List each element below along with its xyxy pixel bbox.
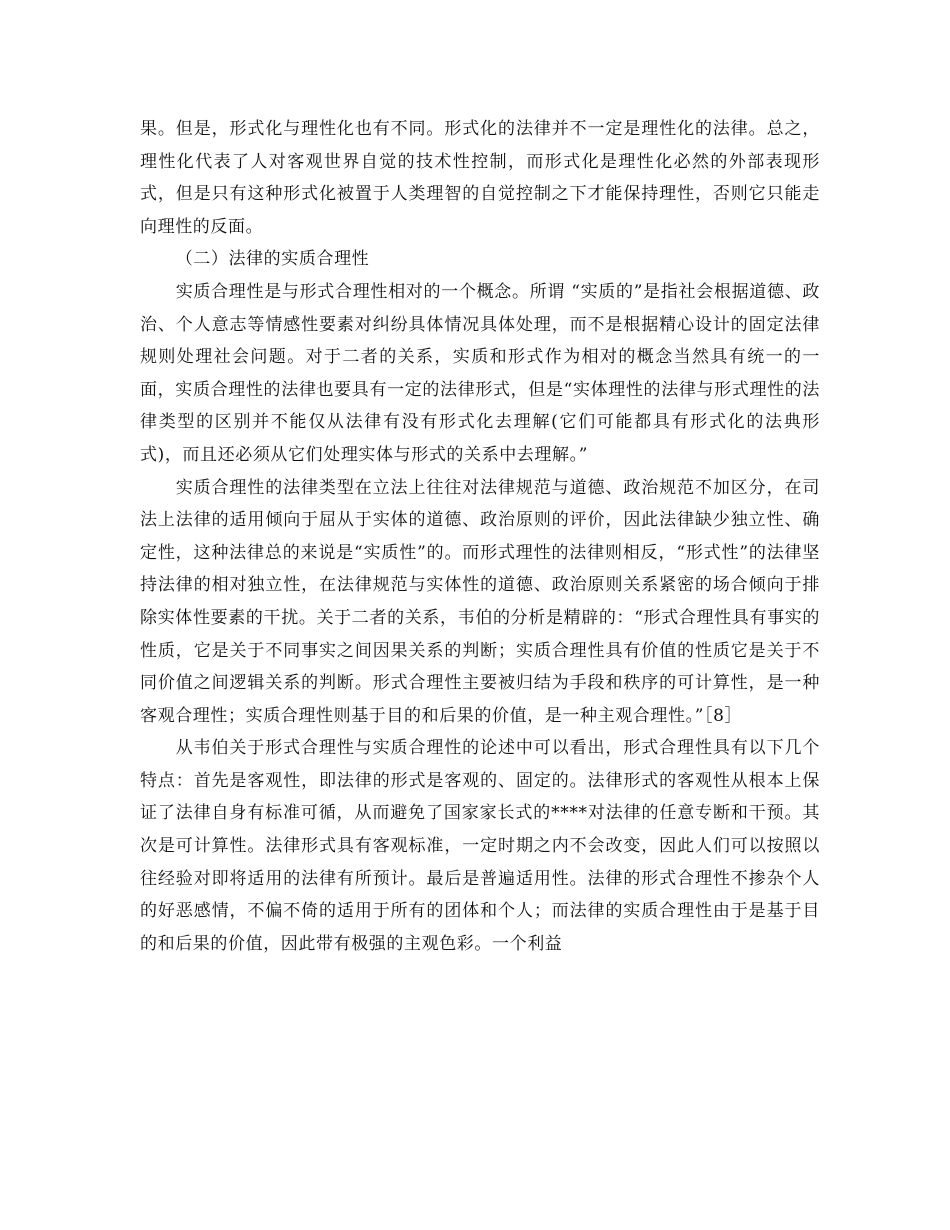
paragraph-formal-rationality-features: 从韦伯关于形式合理性与实质合理性的论述中可以看出，形式合理性具有以下几个特点：首先是客观性，即法律的形式是客观的、固定的。法律形式的客观性从根本上保证了法律自身有标准可循，从而避免了国家家长式的****对法律的任意专断和干预。其次是可计算性。法律形式具有客观标准，一定时期之内不会改变，因此人们可以按照以往经验对即将适用的法律有所预计。最后是普遍适用性。法律的形式合理性不掺杂个人的好恶感情，不偏不倚的适用于所有的团体和个人；而法律的实质合理性由于是基于目的和后果的价值，因此带有极强的主观色彩。一个利益 [140,738,820,954]
document-body [140,113,820,960]
paragraph-substantive-rationality-definition: 实质合理性是与形式合理性相对的一个概念。所谓 “实质的”是指社会根据道德、政治、个人意志等情感性要素对纠纷具体情况具体处理，而不是根据精心设计的固定法律规则处理社会问题。对于二者的关系，实质和形式作为相对的概念当然具有统一的一面，实质合理性的法律也要具有一定的法律形式，但是“实体理性的法律与形式理性的法律类型的区别并不能仅从法律有没有形式化去理解(它们可能都具有形式化的法典形式)，而且还必须从它们处理实体与形式的关系中去理解。” [140,281,820,465]
section-heading: （二）法律的实质合理性 [175,249,370,270]
paragraph-continuation: 果。但是，形式化与理性化也有不同。形式化的法律并不一定是理性化的法律。总之，理性化代表了人对客观世界自觉的技术性控制，而形式化是理性化必然的外部表现形式，但是只有这种形式化被置于人类理智的自觉控制之下才能保持理性，否则它只能走向理性的反面。 [140,119,820,237]
paragraph-substantive-vs-formal: 实质合理性的法律类型在立法上往往对法律规范与道德、政治规范不加区分，在司法上法律的适用倾向于屈从于实体的道德、政治原则的评价，因此法律缺少独立性、确定性，这种法律总的来说是“实质性”的。而形式理性的法律则相反，“形式性”的法律坚持法律的相对独立性，在法律规范与实体性的道德、政治原则关系紧密的场合倾向于排除实体性要素的干扰。关于二者的关系，韦伯的分析是精辟的：“形式合理性具有事实的性质，它是关于不同事实之间因果关系的判断；实质合理性具有价值的性质它是关于不同价值之间逻辑关系的判断。形式合理性主要被归结为手段和秩序的可计算性，是一种客观合理性；实质合理性则基于目的和后果的价值，是一种主观合理性。”［8］ [140,477,820,726]
